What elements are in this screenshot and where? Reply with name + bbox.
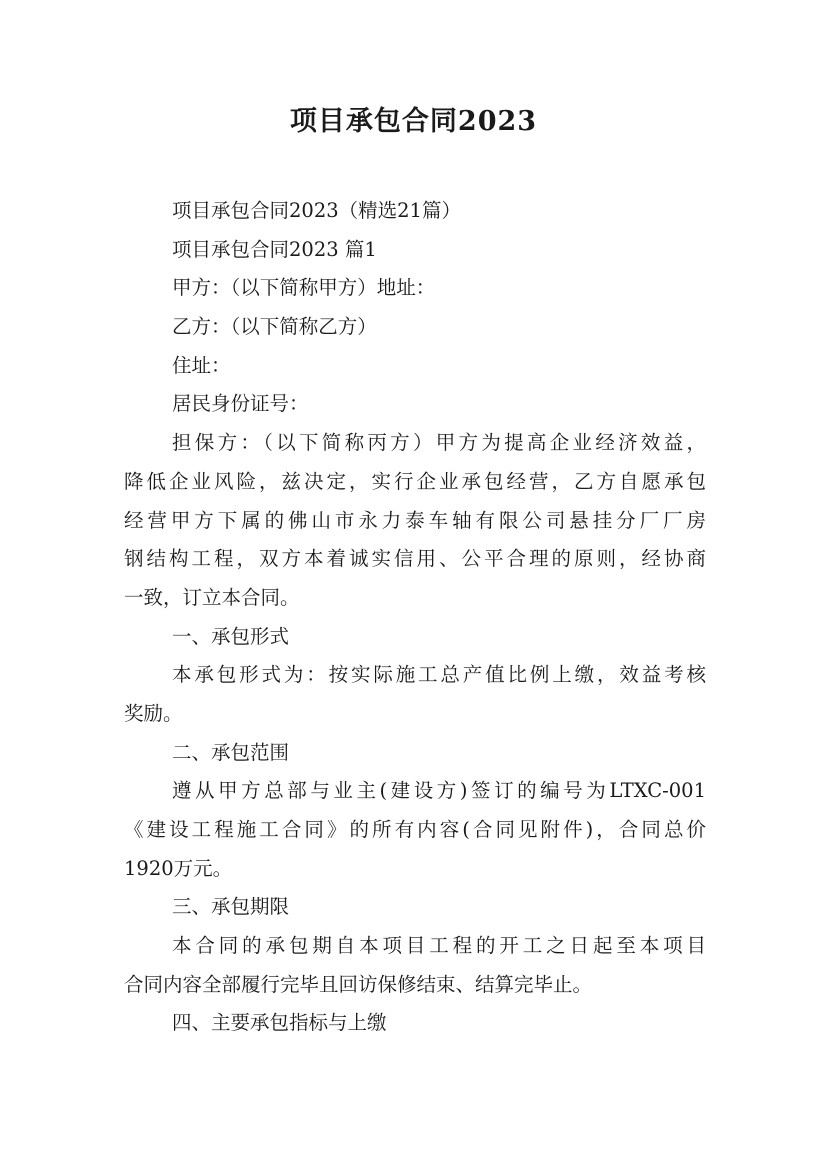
paragraph-line: 钢结构工程，双方本着诚实信用、公平合理的原则，经协商 [124,547,706,571]
section-heading-main-indicators: 四、主要承包指标与上缴 [172,1011,387,1035]
paragraph-line: 本合同的承包期自本项目工程的开工之日起至本项目 [172,934,706,958]
id-number-line: 居民身份证号： [172,392,309,416]
paragraph-guarantor [124,424,706,617]
paragraph-contract-scope [124,772,706,888]
paragraph-line: 降低企业风险，兹决定，实行企业承包经营，乙方自愿承包 [124,469,706,493]
paragraph-contract-form [124,656,706,733]
party-b-line: 乙方：（以下简称乙方） [172,315,377,339]
document-body [124,192,706,1043]
document-title: 项目承包合同2023 [289,106,538,137]
paragraph-line: 奖励。 [124,701,183,725]
section-heading-contract-form: 一、承包形式 [172,624,290,648]
section-heading-article-1: 项目承包合同2023 篇1 [172,237,377,261]
section-heading-contract-term: 三、承包期限 [172,895,290,919]
paragraph-line: 合同内容全部履行完毕且回访保修结束、结算完毕止。 [124,972,593,996]
paragraph-contract-term [124,927,706,1004]
paragraph-line: 1920万元。 [124,856,233,880]
paragraph-line: 《建设工程施工合同》的所有内容(合同见附件)，合同总价 [124,818,706,841]
subtitle-line: 项目承包合同2023（精选21篇） [172,199,461,222]
section-heading-contract-scope: 二、承包范围 [172,740,290,764]
paragraph-line: 一致，订立本合同。 [124,585,300,609]
paragraph-line: 担保方：（以下简称丙方）甲方为提高企业经济效益， [172,431,706,455]
party-a-line: 甲方：（以下简称甲方）地址： [172,276,436,300]
paragraph-line: 遵从甲方总部与业主(建设方)签订的编号为LTXC-001 [172,779,706,803]
address-line: 住址： [172,353,231,377]
paragraph-line: 经营甲方下属的佛山市永力泰车轴有限公司悬挂分厂厂房 [124,508,706,532]
paragraph-line: 本承包形式为：按实际施工总产值比例上缴，效益考核 [172,663,706,687]
